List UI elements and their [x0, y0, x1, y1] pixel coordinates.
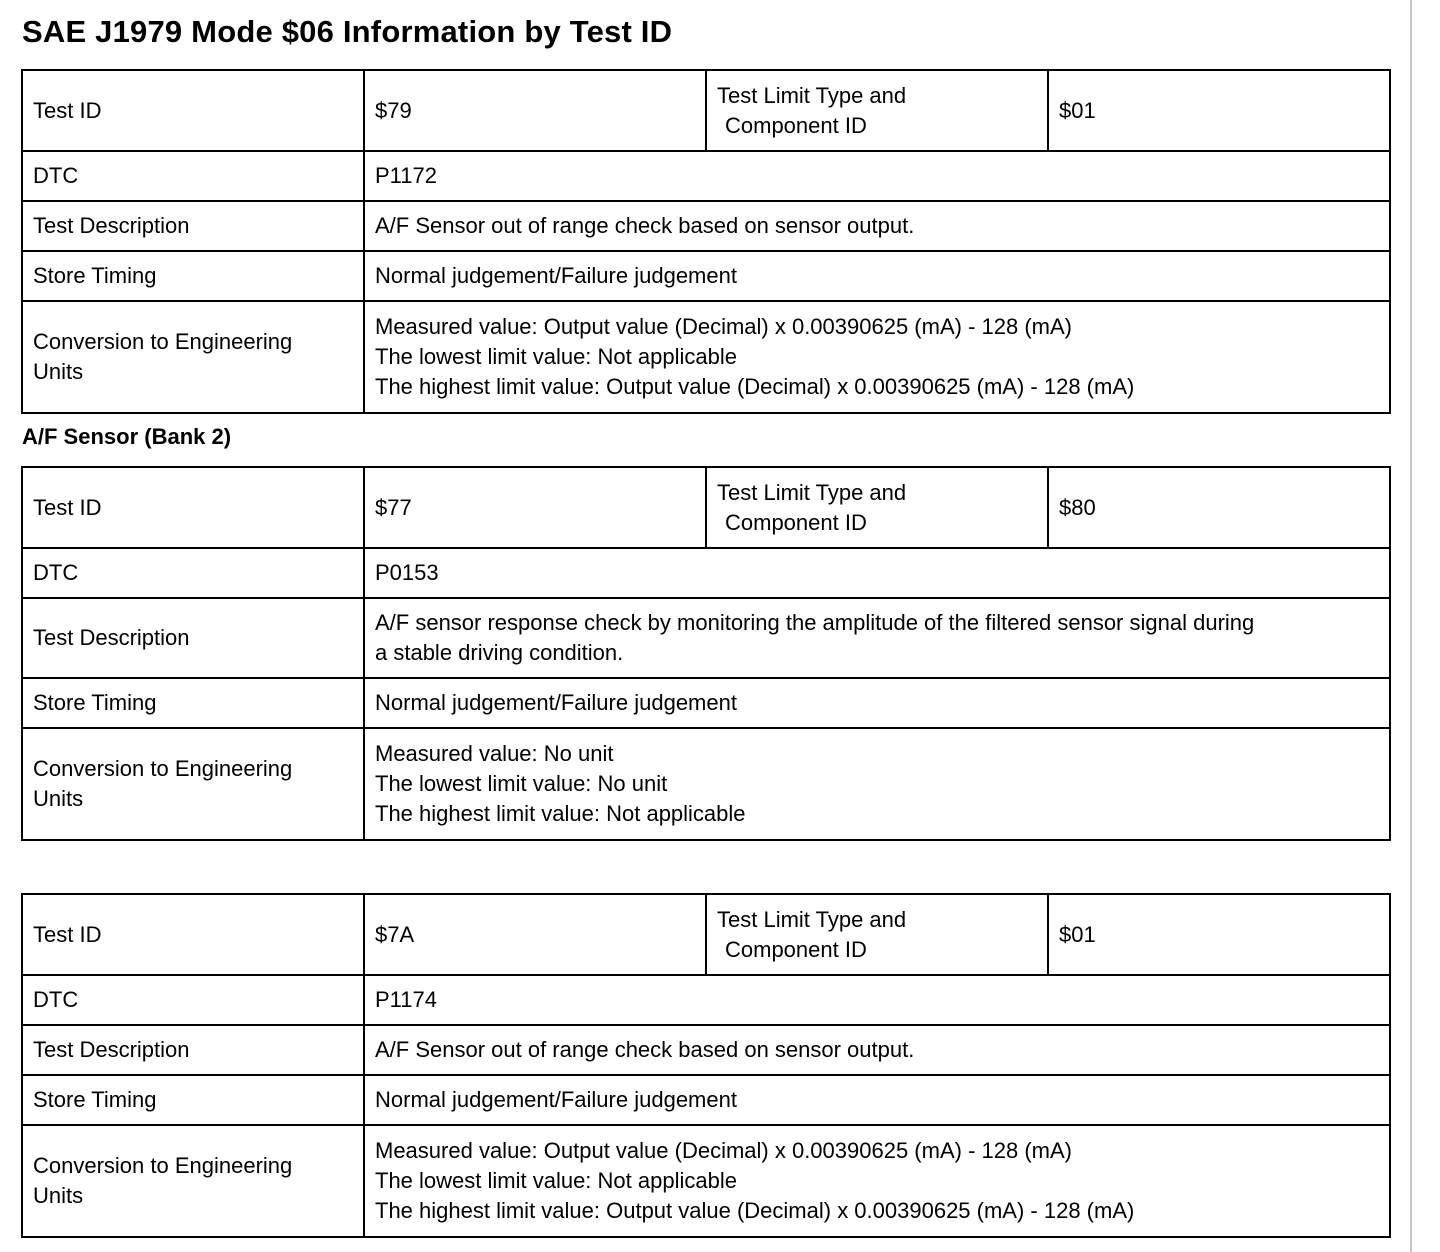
test-id-table-79: [21, 69, 1391, 414]
conversion-label-line1: Conversion to Engineering: [33, 756, 293, 781]
test-id-label: Test ID: [22, 70, 364, 151]
conversion-value: [364, 1125, 1390, 1237]
test-id-row: [22, 467, 1390, 548]
test-description-row: [22, 201, 1390, 251]
dtc-row: [22, 548, 1390, 598]
store-timing-value: Normal judgement/Failure judgement: [364, 678, 1390, 728]
conversion-value: [364, 301, 1390, 413]
test-id-label: Test ID: [22, 467, 364, 548]
highest-limit-line: The highest limit value: Output value (Decimal) x 0.00390625 (mA) - 128 (mA): [375, 374, 1135, 399]
conversion-value: [364, 728, 1390, 840]
dtc-label: DTC: [22, 151, 364, 201]
store-timing-label: Store Timing: [22, 251, 364, 301]
dtc-row: [22, 151, 1390, 201]
conversion-label: [22, 301, 364, 413]
limit-type-label: [706, 467, 1048, 548]
limit-type-label-line2: Component ID: [725, 936, 867, 962]
conversion-label-line2: Units: [33, 359, 84, 384]
conversion-label-line2: Units: [33, 1183, 84, 1208]
test-description-line: A/F Sensor out of range check based on sensor output.: [375, 213, 915, 238]
test-description-line: A/F Sensor out of range check based on sensor output.: [375, 1037, 915, 1062]
test-description-value: [364, 201, 1390, 251]
limit-type-label-line1: Test Limit Type and: [717, 479, 907, 505]
test-id-table-77: [21, 466, 1391, 841]
dtc-value: P1172: [364, 151, 1390, 201]
test-description-row: [22, 598, 1390, 678]
limit-type-label-line1: Test Limit Type and: [717, 82, 907, 108]
conversion-label: [22, 1125, 364, 1237]
test-id-value: $77: [364, 467, 706, 548]
page-title: SAE J1979 Mode $06 Information by Test ID: [22, 14, 673, 49]
lowest-limit-line: The lowest limit value: No unit: [375, 771, 668, 796]
store-timing-row: [22, 251, 1390, 301]
test-id-table-7a: [21, 893, 1391, 1238]
conversion-label-line2: Units: [33, 786, 84, 811]
test-description-label: Test Description: [22, 1025, 364, 1075]
lowest-limit-line: The lowest limit value: Not applicable: [375, 344, 737, 369]
dtc-label: DTC: [22, 548, 364, 598]
limit-type-value: $01: [1048, 70, 1390, 151]
measured-value-line: Measured value: Output value (Decimal) x 0.00390625 (mA) - 128 (mA): [375, 1138, 1072, 1163]
limit-type-value: $01: [1048, 894, 1390, 975]
test-description-row: [22, 1025, 1390, 1075]
highest-limit-line: The highest limit value: Output value (Decimal) x 0.00390625 (mA) - 128 (mA): [375, 1198, 1135, 1223]
store-timing-label: Store Timing: [22, 1075, 364, 1125]
conversion-label-line1: Conversion to Engineering: [33, 329, 293, 354]
limit-type-label-line2: Component ID: [725, 112, 867, 138]
test-description-label: Test Description: [22, 598, 364, 678]
measured-value-line: Measured value: Output value (Decimal) x 0.00390625 (mA) - 128 (mA): [375, 314, 1072, 339]
store-timing-row: [22, 1075, 1390, 1125]
highest-limit-line: The highest limit value: Not applicable: [375, 801, 746, 826]
test-id-label: Test ID: [22, 894, 364, 975]
store-timing-label: Store Timing: [22, 678, 364, 728]
store-timing-value: Normal judgement/Failure judgement: [364, 1075, 1390, 1125]
test-id-value: $7A: [364, 894, 706, 975]
test-description-value: [364, 598, 1390, 678]
conversion-row: [22, 301, 1390, 413]
dtc-label: DTC: [22, 975, 364, 1025]
store-timing-value: Normal judgement/Failure judgement: [364, 251, 1390, 301]
dtc-row: [22, 975, 1390, 1025]
section-heading: A/F Sensor (Bank 2): [22, 424, 232, 449]
dtc-value: P0153: [364, 548, 1390, 598]
test-description-line: A/F sensor response check by monitoring the amplitude of the filtered sensor signal during: [375, 610, 1255, 635]
test-description-line: a stable driving condition.: [375, 640, 624, 665]
conversion-row: [22, 1125, 1390, 1237]
test-id-value: $79: [364, 70, 706, 151]
dtc-value: P1174: [364, 975, 1390, 1025]
page-edge-rule: [1410, 0, 1412, 1252]
store-timing-row: [22, 678, 1390, 728]
measured-value-line: Measured value: No unit: [375, 741, 614, 766]
test-description-value: [364, 1025, 1390, 1075]
test-id-row: [22, 70, 1390, 151]
test-description-label: Test Description: [22, 201, 364, 251]
test-id-row: [22, 894, 1390, 975]
conversion-label: [22, 728, 364, 840]
limit-type-label: [706, 894, 1048, 975]
conversion-label-line1: Conversion to Engineering: [33, 1153, 293, 1178]
conversion-row: [22, 728, 1390, 840]
limit-type-value: $80: [1048, 467, 1390, 548]
limit-type-label-line1: Test Limit Type and: [717, 906, 907, 932]
limit-type-label: [706, 70, 1048, 151]
limit-type-label-line2: Component ID: [725, 509, 867, 535]
lowest-limit-line: The lowest limit value: Not applicable: [375, 1168, 737, 1193]
